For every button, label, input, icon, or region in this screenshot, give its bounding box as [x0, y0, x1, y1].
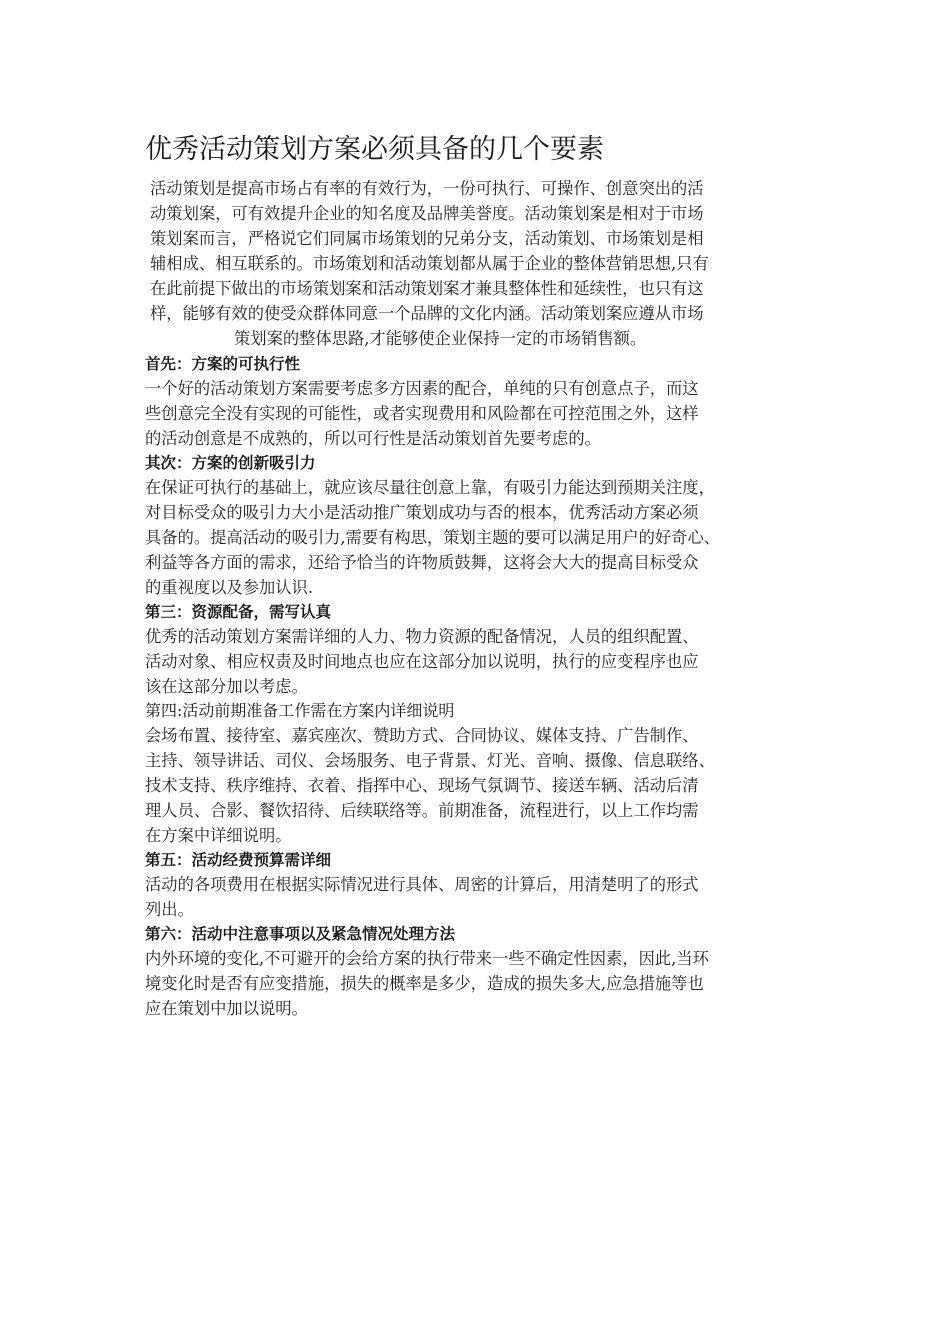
paragraph-line: 的重视度以及参加认识. [145, 578, 313, 597]
page-title: 优秀活动策划方案必须具备的几个要素 [145, 134, 604, 165]
section-paragraph [145, 475, 825, 600]
section-paragraph [145, 723, 825, 848]
section-paragraph [145, 946, 825, 1021]
intro-paragraph [150, 176, 810, 351]
intro-line: 活动策划是提高市场占有率的有效行为，一份可执行、可操作、创意突出的活 [150, 179, 704, 198]
paragraph-line: 具备的。提高活动的吸引力,需要有构思，策划主题的要可以满足用户的好奇心、 [145, 528, 721, 547]
section-heading: 其次：方案的创新吸引力 [145, 454, 316, 472]
paragraph-line: 一个好的活动策划方案需要考虑多方因素的配合，单纯的只有创意点子，而这 [145, 379, 699, 398]
paragraph-line: 活动对象、相应权责及时间地点也应在这部分加以说明，执行的应变程序也应 [145, 652, 699, 671]
document-body [145, 352, 825, 1021]
paragraph-line: 在保证可执行的基础上，就应该尽量往创意上靠，有吸引力能达到预期关注度， [145, 478, 715, 497]
paragraph-line: 在方案中详细说明。 [145, 826, 292, 845]
paragraph-line: 活动的各项费用在根据实际情况进行具体、周密的计算后，用清楚明了的形式 [145, 875, 699, 894]
section-paragraph [145, 872, 825, 922]
section-paragraph [145, 624, 825, 699]
paragraph-line: 该在这部分加以考虑。 [145, 677, 308, 696]
intro-line: 动策划案，可有效提升企业的知名度及品牌美誉度。活动策划案是相对于市场 [150, 204, 704, 223]
paragraph-line: 应在策划中加以说明。 [145, 999, 308, 1018]
paragraph-line: 会场布置、接待室、嘉宾座次、赞助方式、合同协议、媒体支持、广告制作、 [145, 726, 699, 745]
paragraph-line: 对目标受众的吸引力大小是活动推广策划成功与否的根本，优秀活动方案必须 [145, 503, 699, 522]
paragraph-line: 些创意完全没有实现的可能性，或者实现费用和风险都在可控范围之外，这样 [145, 404, 699, 423]
intro-line: 策划案而言，严格说它们同属市场策划的兄弟分支，活动策划、市场策划是相 [150, 229, 704, 248]
section-paragraph [145, 376, 825, 451]
paragraph-line: 的活动创意是不成熟的，所以可行性是活动策划首先要考虑的。 [145, 429, 601, 448]
paragraph-line: 内外环境的变化,不可避开的会给方案的执行带来一些不确定性因素，因此,当环 [145, 949, 709, 968]
intro-line: 在此前提下做出的市场策划案和活动策划案才兼具整体性和延续性，也只有这 [150, 279, 704, 298]
intro-line: 辅相成、相互联系的。市场策划和活动策划都从属于企业的整体营销思想,只有 [150, 254, 709, 273]
section-heading: 第五：活动经费预算需详细 [145, 851, 332, 869]
intro-line: 样，能够有效的使受众群体同意一个品牌的文化内涵。活动策划案应遵从市场 [150, 304, 704, 323]
paragraph-line: 理人员、合影、餐饮招待、后续联络等。前期准备，流程进行，以上工作均需 [145, 801, 699, 820]
paragraph-line: 列出。 [145, 900, 194, 919]
paragraph-line: 利益等各方面的需求，还给予恰当的许物质鼓舞，这将会大大的提高目标受众 [145, 553, 699, 572]
section-heading: 首先：方案的可执行性 [145, 355, 301, 373]
section-heading: 第四:活动前期准备工作需在方案内详细说明 [145, 701, 455, 720]
paragraph-line: 主持、领导讲话、司仪、会场服务、电子背景、灯光、音响、摄像、信息联络、 [145, 751, 715, 770]
paragraph-line: 技术支持、秩序维持、衣着、指挥中心、现场气氛调节、接送车辆、活动后清 [145, 776, 699, 795]
section-heading: 第三：资源配备，需写认真 [145, 603, 332, 621]
paragraph-line: 优秀的活动策划方案需详细的人力、物力资源的配备情况，人员的组织配置、 [145, 627, 699, 646]
section-heading: 第六：活动中注意事项以及紧急情况处理方法 [145, 925, 456, 943]
paragraph-line: 境变化时是否有应变措施，损失的概率是多少，造成的损失多大,应急措施等也 [145, 974, 704, 993]
intro-line: 策划案的整体思路,才能够使企业保持一定的市场销售额。 [234, 329, 647, 348]
